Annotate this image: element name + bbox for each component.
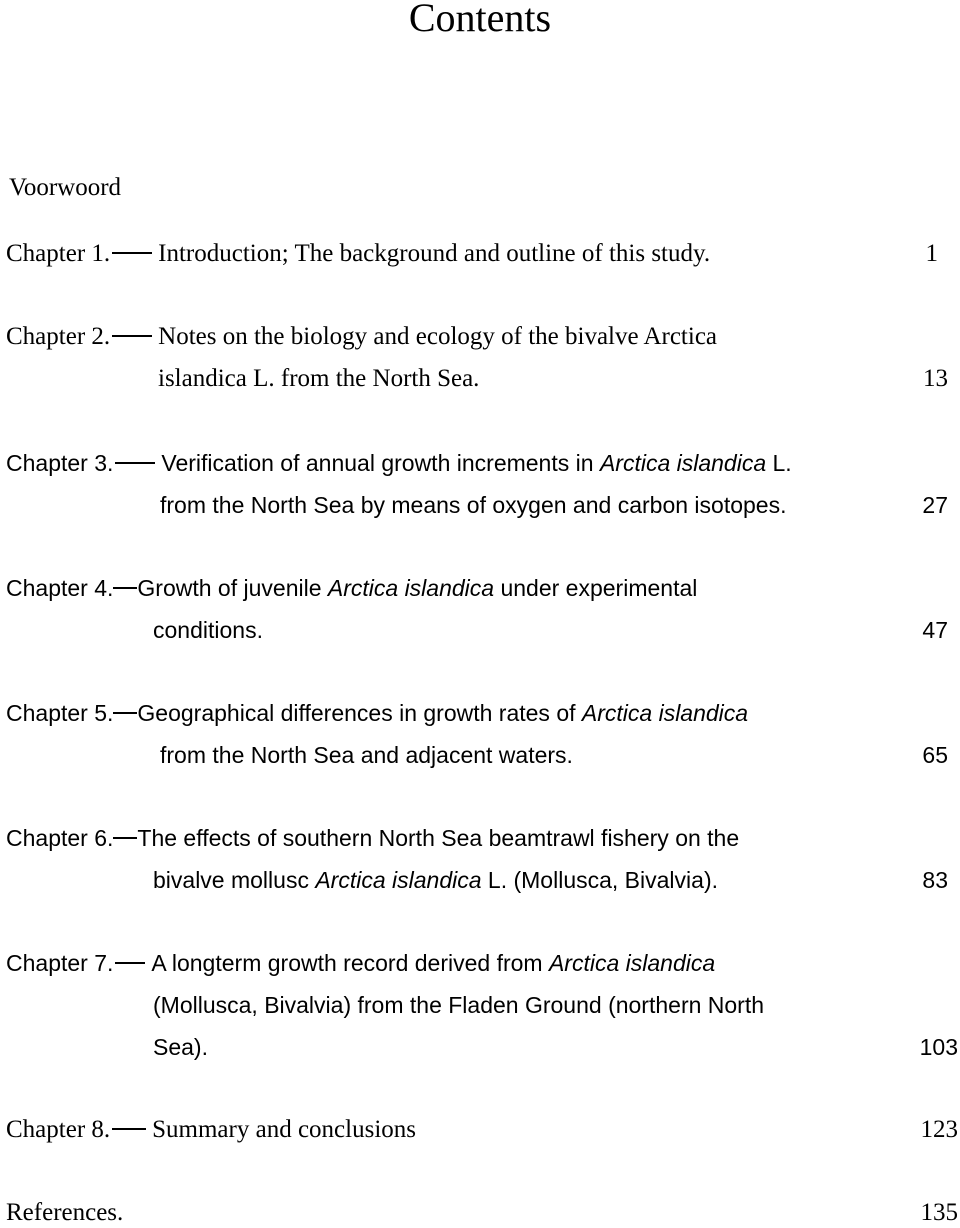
chapter-3-page: 27: [922, 492, 948, 518]
chapter-2-label: Chapter 2.: [6, 323, 111, 350]
chapter-6-title-b: L. (Mollusca, Bivalvia).: [481, 867, 718, 893]
chapter-5-line-1: [6, 698, 748, 728]
references-page: 135: [920, 1199, 958, 1226]
em-dash-divider: [113, 837, 137, 839]
chapter-5-label: Chapter 5.: [6, 700, 114, 726]
references-label: References.: [6, 1199, 124, 1226]
chapter-3-title-b: L.: [766, 450, 792, 476]
chapter-2-title-line-1: Notes on the biology and ecology of the bivalve Arctica: [158, 323, 718, 350]
em-dash-divider: [115, 962, 145, 964]
chapter-4-label: Chapter 4.: [6, 575, 114, 601]
toc-entry-voorwoord[interactable]: Voorwoord: [9, 174, 122, 201]
chapter-2-page: 13: [923, 365, 948, 392]
chapter-6-line-1: [6, 823, 739, 853]
em-dash-divider: [115, 462, 155, 464]
chapter-6-page: 83: [922, 867, 948, 893]
chapter-7-label: Chapter 7.: [6, 950, 114, 976]
species-name: Arctica islandica: [315, 867, 482, 893]
em-dash-divider: [112, 1128, 146, 1130]
chapter-6-label: Chapter 6.: [6, 825, 114, 851]
chapter-8-line: [6, 1115, 416, 1145]
chapter-4-title-a: Growth of juvenile: [137, 575, 328, 601]
chapter-7-title-line-2: (Mollusca, Bivalvia) from the Fladen Ground (northern North: [153, 992, 765, 1018]
chapter-6-title-line-1: The effects of southern North Sea beamtrawl fishery on the: [137, 825, 740, 851]
chapter-5-page: 65: [922, 742, 948, 768]
em-dash-divider: [112, 335, 152, 337]
chapter-8-title: Summary and conclusions: [152, 1116, 416, 1143]
chapter-1-page: 1: [925, 240, 938, 267]
species-name: Arctica islandica: [581, 700, 749, 726]
chapter-3-title-line-2: from the North Sea by means of oxygen and carbon isotopes.: [160, 492, 787, 518]
chapter-6-title-line-2: [153, 865, 718, 895]
chapter-1-line: [6, 239, 710, 269]
species-name: Arctica islandica: [599, 450, 767, 476]
chapter-2-line-1: [6, 322, 717, 352]
chapter-7-title-line-3: Sea).: [153, 1034, 208, 1060]
chapter-5-title-a: Geographical differences in growth rates of: [137, 700, 582, 726]
chapter-2-title-line-2: islandica L. from the North Sea.: [158, 365, 480, 392]
chapter-7-page: 103: [919, 1034, 958, 1060]
chapter-5-title-line-2: from the North Sea and adjacent waters.: [160, 742, 573, 768]
page-title: Contents: [408, 0, 552, 40]
chapter-4-title-line-2: conditions.: [153, 617, 263, 643]
chapter-4-title-b: under experimental: [494, 575, 698, 601]
chapter-1-title: Introduction; The background and outline of this study.: [158, 240, 711, 267]
chapter-7-line-1: [6, 948, 715, 978]
chapter-6-title-a: bivalve mollusc: [153, 867, 316, 893]
chapter-8-page: 123: [920, 1116, 958, 1143]
species-name: Arctica islandica: [327, 575, 495, 601]
chapter-4-page: 47: [922, 617, 948, 643]
chapter-3-title-a: Verification of annual growth increments in: [161, 450, 600, 476]
chapter-8-label: Chapter 8.: [6, 1116, 111, 1143]
em-dash-divider: [113, 712, 137, 714]
em-dash-divider: [113, 587, 137, 589]
chapter-3-label: Chapter 3.: [6, 450, 114, 476]
chapter-7-title-a: A longterm growth record derived from: [151, 950, 549, 976]
chapter-3-line-1: [6, 448, 792, 478]
chapter-4-line-1: [6, 573, 697, 603]
chapter-1-label: Chapter 1.: [6, 240, 111, 267]
em-dash-divider: [112, 252, 152, 254]
species-name: Arctica islandica: [548, 950, 716, 976]
